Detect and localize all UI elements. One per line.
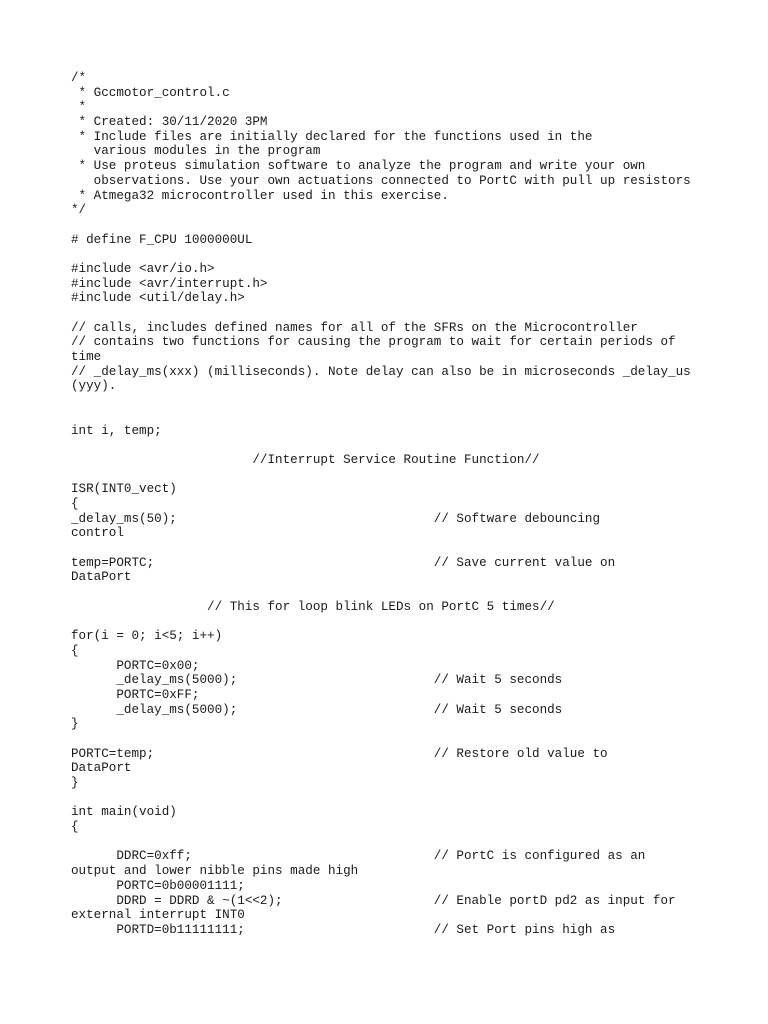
code-line: } — [71, 717, 79, 732]
code-line: // This for loop blink LEDs on PortC 5 times// — [71, 599, 555, 614]
code-line — [71, 306, 711, 321]
code-line: observations. Use your own actuations connected to PortC with pull up resistors — [71, 173, 691, 188]
code-line: * Atmega32 microcontroller used in this exercise. — [71, 188, 449, 203]
code-line: DDRD = DDRD & ~(1<<2); // Enable portD pd2 as input for — [71, 893, 676, 908]
code-line: /* — [71, 71, 87, 85]
code-line: * Use proteus simulation software to analyze the program and write your own — [71, 159, 646, 174]
code-line: output and lower nibble pins made high — [71, 864, 359, 879]
code-line: ISR(INT0_vect) — [71, 482, 177, 497]
code-line: { — [71, 820, 79, 835]
code-line — [71, 791, 711, 806]
code-line: PORTD=0b11111111; // Set Port pins high as — [71, 922, 616, 937]
code-line: PORTC=temp; // Restore old value to — [71, 746, 608, 761]
code-line: //Interrupt Service Routine Function// — [71, 452, 540, 467]
code-line: time — [71, 350, 102, 365]
document-page — [71, 71, 711, 938]
code-line — [71, 394, 711, 409]
code-line: { — [71, 643, 79, 658]
code-line: // calls, includes defined names for all of the SFRs on the Microcontroller — [71, 320, 638, 335]
code-line — [71, 585, 711, 600]
code-line: { — [71, 496, 79, 511]
code-line: (yyy). — [71, 379, 117, 394]
code-line: # define F_CPU 1000000UL — [71, 232, 253, 247]
code-line: DDRC=0xff; // PortC is configured as an — [71, 849, 646, 864]
code-line: _delay_ms(5000); // Wait 5 seconds — [71, 673, 563, 688]
code-line: _delay_ms(5000); // Wait 5 seconds — [71, 702, 563, 717]
code-line: * — [71, 100, 87, 115]
code-line: DataPort — [71, 570, 132, 585]
code-line — [71, 218, 711, 233]
code-line: * Created: 30/11/2020 3PM — [71, 115, 268, 130]
code-line: PORTC=0b00001111; — [71, 878, 245, 893]
code-line: #include <avr/interrupt.h> — [71, 276, 268, 291]
code-line: PORTC=0x00; — [71, 658, 200, 673]
code-line: int main(void) — [71, 805, 177, 820]
code-line: temp=PORTC; // Save current value on — [71, 555, 616, 570]
code-line: for(i = 0; i<5; i++) — [71, 629, 223, 644]
code-line: control — [71, 526, 124, 541]
code-line: */ — [71, 203, 87, 218]
code-line: PORTC=0xFF; — [71, 687, 200, 702]
code-line — [71, 468, 711, 483]
code-line: various modules in the program — [71, 144, 321, 159]
code-line: #include <avr/io.h> — [71, 261, 215, 276]
code-line — [71, 409, 711, 424]
code-line: // contains two functions for causing the program to wait for certain periods of — [71, 335, 676, 350]
code-line — [71, 835, 711, 850]
code-line — [71, 541, 711, 556]
code-line: } — [71, 776, 79, 790]
code-line — [71, 614, 711, 629]
code-line: // _delay_ms(xxx) (milliseconds). Note delay can also be in microseconds _delay_us — [71, 364, 691, 379]
code-line — [71, 732, 711, 747]
code-line — [71, 438, 711, 453]
code-line: _delay_ms(50); // Software debouncing — [71, 511, 601, 526]
code-line: #include <util/delay.h> — [71, 291, 245, 306]
code-line — [71, 247, 711, 262]
code-line: int i, temp; — [71, 423, 162, 438]
code-line: external interrupt INT0 — [71, 908, 245, 923]
code-line: * Include files are initially declared for the functions used in the — [71, 129, 593, 144]
code-line: * Gccmotor_control.c — [71, 85, 230, 100]
code-line: DataPort — [71, 761, 132, 776]
